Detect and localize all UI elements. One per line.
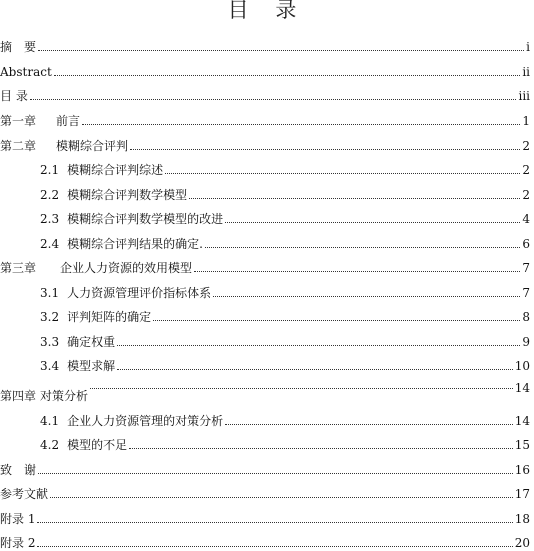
toc-entry-references[interactable] [0, 483, 530, 501]
toc-entry-chapter-3[interactable] [0, 257, 530, 275]
dot-leader [213, 295, 520, 297]
dot-leader [37, 545, 512, 547]
dot-leader [54, 74, 521, 76]
dot-leader [90, 387, 513, 389]
toc-entry-section-3-1[interactable] [0, 282, 530, 300]
toc-entry-page: 14 [514, 381, 530, 395]
toc-entry-contents[interactable] [0, 85, 530, 103]
toc-entry-label: 模糊综合评判 [56, 139, 129, 153]
dot-leader [153, 319, 520, 321]
toc-entry-page: 9 [522, 335, 530, 349]
toc-entry-section-2-4[interactable] [0, 233, 530, 251]
toc-entry-label: 模型的不足 [67, 438, 128, 452]
toc-entry-page: 7 [522, 286, 530, 300]
toc-entry-label: 附录 1 [0, 512, 36, 526]
dot-leader [82, 123, 520, 125]
toc-entry-section-3-4[interactable] [0, 355, 530, 373]
toc-entry-section-2-2[interactable] [0, 184, 530, 202]
dot-leader [189, 197, 520, 199]
toc-entry-label: 目 录 [0, 89, 28, 103]
toc-entry-page: 15 [514, 438, 530, 452]
toc-entry-page: 20 [514, 536, 530, 550]
toc-entry-label: 确定权重 [67, 335, 116, 349]
toc-entry-page: ii [522, 65, 530, 79]
toc-entry-section-3-2[interactable] [0, 306, 530, 324]
toc-entry-chapter-4[interactable] [0, 381, 530, 403]
toc-entry-label: 人力资源管理评价指标体系 [67, 286, 212, 300]
toc-entry-page: 18 [514, 512, 530, 526]
toc-entry-label: 模糊综合评判数学模型 [67, 188, 188, 202]
toc-entry-page: 6 [522, 237, 530, 251]
toc-entry-page: 2 [522, 163, 530, 177]
toc-entry-label: 企业人力资源的效用模型 [60, 261, 193, 275]
toc-entry-page: 1 [522, 114, 530, 128]
toc-entry-label: 摘 要 [0, 40, 37, 54]
toc-entry-number: 2.1 [40, 163, 60, 177]
toc-entry-number: 4.1 [40, 414, 60, 428]
toc-entry-number: 4.2 [40, 438, 60, 452]
toc-entry-number: 第三章 [0, 261, 37, 275]
toc-entry-page: 17 [514, 487, 530, 501]
toc-entry-label: 模糊综合评判结果的确定. [67, 237, 203, 251]
dot-leader [50, 496, 513, 498]
toc-entry-number: 第四章 [0, 389, 37, 403]
toc-entry-section-2-1[interactable] [0, 159, 530, 177]
toc-entry-page: 2 [522, 188, 530, 202]
toc-entry-label: 模型求解 [67, 359, 116, 373]
toc-entry-page: 8 [522, 310, 530, 324]
toc-entry-section-4-2[interactable] [0, 434, 530, 452]
dot-leader [225, 221, 520, 223]
toc-entry-number: 3.2 [40, 310, 60, 324]
toc-entry-abstract-en[interactable] [0, 61, 530, 79]
dot-leader [117, 344, 520, 346]
dot-leader [205, 246, 520, 248]
toc-entry-number: 2.4 [40, 237, 60, 251]
toc-entry-appendix-2[interactable] [0, 532, 530, 550]
toc-entry-label: 附录 2 [0, 536, 36, 550]
toc-entry-page: 14 [514, 414, 530, 428]
toc-entry-section-3-3[interactable] [0, 331, 530, 349]
toc-entry-page: 16 [514, 463, 530, 477]
toc-entry-label: 评判矩阵的确定 [67, 310, 152, 324]
toc-entry-chapter-2[interactable] [0, 135, 530, 153]
toc-entry-page: 2 [522, 139, 530, 153]
dot-leader [129, 447, 513, 449]
toc-entry-number: 3.3 [40, 335, 60, 349]
toc-entry-number: 第二章 [0, 139, 37, 153]
toc-entry-number: 第一章 [0, 114, 37, 128]
dot-leader [37, 521, 512, 523]
toc-entry-label: Abstract [0, 65, 52, 79]
toc-entry-label: 模糊综合评判综述 [67, 163, 164, 177]
toc-entry-label: 企业人力资源管理的对策分析 [67, 414, 224, 428]
toc-entry-abstract-cn[interactable] [0, 36, 530, 54]
dot-leader [225, 423, 513, 425]
toc-entry-section-4-1[interactable] [0, 410, 530, 428]
dot-leader [165, 172, 520, 174]
dot-leader [130, 148, 520, 150]
toc-entry-section-2-3[interactable] [0, 208, 530, 226]
toc-entry-label: 模糊综合评判数学模型的改进 [67, 212, 224, 226]
dot-leader [38, 49, 524, 51]
toc-entry-label: 对策分析 [40, 389, 89, 403]
toc-entry-number: 2.2 [40, 188, 60, 202]
toc-entry-number: 3.1 [40, 286, 60, 300]
toc-entry-label: 前言 [56, 114, 81, 128]
toc-entry-page: 10 [514, 359, 530, 373]
toc-entry-chapter-1[interactable] [0, 110, 530, 128]
dot-leader [38, 472, 513, 474]
toc-title: 目 录 [227, 0, 307, 22]
toc-entry-page: 4 [522, 212, 530, 226]
toc-entry-label: 致 谢 [0, 463, 37, 477]
dot-leader [194, 270, 520, 272]
toc-entry-label: 参考文献 [0, 487, 49, 501]
toc-entry-number: 2.3 [40, 212, 60, 226]
toc-entry-appendix-1[interactable] [0, 508, 530, 526]
toc-entry-page: i [526, 40, 530, 54]
dot-leader [117, 368, 513, 370]
toc-entry-number: 3.4 [40, 359, 60, 373]
toc-entry-acknowledgements[interactable] [0, 459, 530, 477]
toc-entry-page: iii [518, 89, 530, 103]
toc-entry-page: 7 [522, 261, 530, 275]
dot-leader [30, 98, 517, 100]
